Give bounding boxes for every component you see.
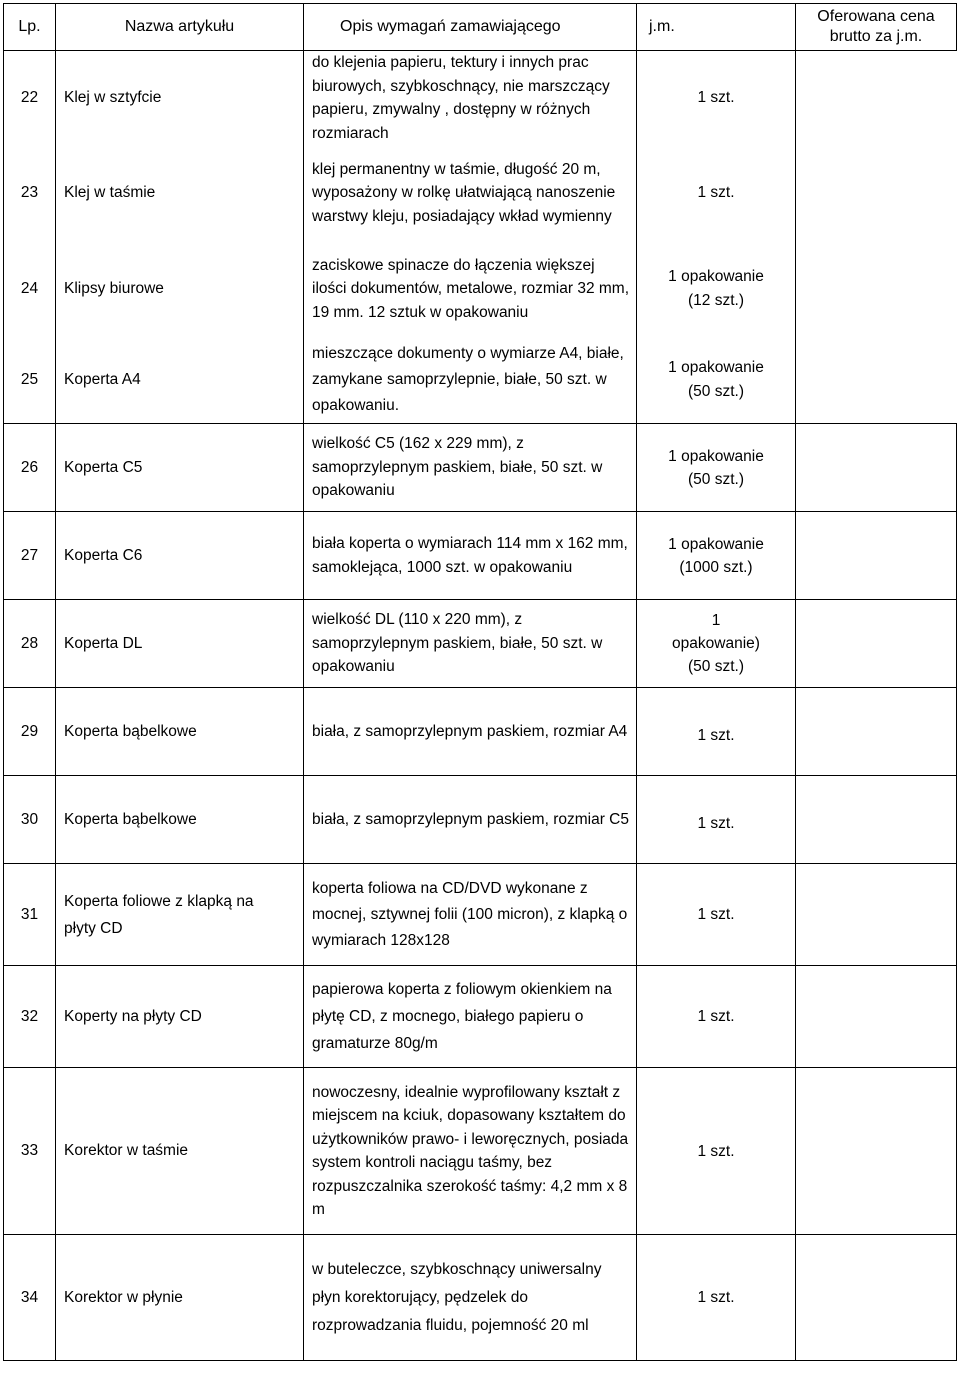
unit-cell: 1 szt. bbox=[637, 1235, 796, 1361]
price-cell bbox=[796, 688, 957, 776]
name-cell: Korektor w płynie bbox=[56, 1235, 304, 1361]
unit-cell: 1 szt. bbox=[697, 184, 735, 201]
lp-cell: 24 bbox=[20, 280, 39, 297]
table-row bbox=[4, 600, 957, 688]
table-row bbox=[4, 424, 957, 512]
price-cell bbox=[796, 600, 957, 688]
unit-cell: 1 opakowanie (12 szt.) bbox=[668, 268, 764, 309]
description-cell: papierowa koperta z foliowym okienkiem na płytę CD, z mocnego, białego papieru o gramaturze 80g/m bbox=[304, 966, 637, 1068]
name-cell: Klej w sztyfcie bbox=[64, 89, 162, 106]
lp-cell: 30 bbox=[4, 776, 56, 864]
lp-cell: 27 bbox=[4, 512, 56, 600]
description-cell: do klejenia papieru, tektury i innych prac biurowych, szybkoschnący, nie marszczący papieru, zmywalny , dostępny w różnych rozmiarach bbox=[312, 54, 610, 142]
description-cell: nowoczesny, idealnie wyprofilowany kształt z miejscem na kciuk, dopasowany kształtem do użytkowników prawo- i leworęcznych, posiada system kontroli naciągu taśmy, bez rozpuszczalnika szerokość taśmy: 4,2 mm x 8 m bbox=[304, 1068, 637, 1235]
name-cell: Koperty na płyty CD bbox=[56, 966, 304, 1068]
unit-cell: 1 opakowanie (50 szt.) bbox=[668, 359, 764, 400]
name-cell: Koperta A4 bbox=[64, 371, 141, 388]
lp-cell: 29 bbox=[4, 688, 56, 776]
unit-cell: 1 opakowanie (50 szt.) bbox=[637, 424, 796, 512]
desc-cell-group bbox=[304, 51, 637, 424]
unit-cell: 1 szt. bbox=[637, 776, 796, 864]
table-row bbox=[4, 966, 957, 1068]
header-row bbox=[4, 4, 957, 51]
price-cell bbox=[796, 424, 957, 512]
header-lp: Lp. bbox=[4, 4, 56, 51]
unit-cell: 1 szt. bbox=[637, 1068, 796, 1235]
table-row bbox=[4, 864, 957, 966]
description-cell: wielkość DL (110 x 220 mm), z samoprzylepnym paskiem, białe, 50 szt. w opakowaniu bbox=[304, 600, 637, 688]
lp-cell: 25 bbox=[20, 371, 39, 388]
header-unit: j.m. bbox=[637, 4, 796, 51]
table-row bbox=[4, 688, 957, 776]
name-cell: Klipsy biurowe bbox=[64, 280, 164, 297]
unit-cell: 1 szt. bbox=[637, 966, 796, 1068]
description-cell: koperta foliowa na CD/DVD wykonane z mocnej, sztywnej folii (100 micron), z klapką o wymiarach 128x128 bbox=[304, 864, 637, 966]
price-cell bbox=[796, 1068, 957, 1235]
price-cell bbox=[796, 776, 957, 864]
description-cell: klej permanentny w taśmie, długość 20 m, wyposażony w rolkę ułatwiającą nanoszenie warstwy kleju, posiadający wkład wymienny bbox=[312, 160, 616, 225]
name-cell: Koperta bąbelkowe bbox=[56, 688, 304, 776]
unit-cell: 1 szt. bbox=[637, 864, 796, 966]
description-cell: biała koperta o wymiarach 114 mm x 162 mm, samoklejąca, 1000 szt. w opakowaniu bbox=[304, 512, 637, 600]
lp-cell: 23 bbox=[20, 184, 39, 201]
name-cell: Korektor w taśmie bbox=[56, 1068, 304, 1235]
lp-cell: 26 bbox=[4, 424, 56, 512]
header-name: Nazwa artykułu bbox=[56, 4, 304, 51]
description-cell: wielkość C5 (162 x 229 mm), z samoprzylepnym paskiem, białe, 50 szt. w opakowaniu bbox=[304, 424, 637, 512]
table-row bbox=[4, 512, 957, 600]
description-cell: w buteleczce, szybkoschnący uniwersalny płyn korektorujący, pędzelek do rozprowadzania fluidu, pojemność 20 ml bbox=[304, 1235, 637, 1361]
lp-cell: 31 bbox=[4, 864, 56, 966]
name-cell: Koperta foliowe z klapką na płyty CD bbox=[56, 864, 304, 966]
price-cell bbox=[796, 1235, 957, 1361]
lp-cell: 22 bbox=[20, 89, 39, 106]
table-row bbox=[4, 51, 957, 424]
name-cell: Koperta DL bbox=[56, 600, 304, 688]
description-cell: zaciskowe spinacze do łączenia większej ilości dokumentów, metalowe, rozmiar 32 mm, 19 mm. 12 sztuk w opakowaniu bbox=[312, 256, 630, 321]
unit-cell-group bbox=[637, 51, 796, 424]
table-row bbox=[4, 776, 957, 864]
lp-cell-group bbox=[4, 51, 56, 424]
product-table bbox=[3, 3, 957, 1361]
table-row bbox=[4, 1235, 957, 1361]
description-cell: biała, z samoprzylepnym paskiem, rozmiar C5 bbox=[304, 776, 637, 864]
name-cell-group bbox=[56, 51, 304, 424]
price-cell bbox=[796, 966, 957, 1068]
price-cell bbox=[796, 512, 957, 600]
table-row bbox=[4, 1068, 957, 1235]
unit-cell: 1 opakowanie) (50 szt.) bbox=[637, 600, 796, 688]
lp-cell: 34 bbox=[4, 1235, 56, 1361]
price-cell bbox=[796, 864, 957, 966]
name-cell: Klej w taśmie bbox=[64, 184, 156, 201]
lp-cell: 32 bbox=[4, 966, 56, 1068]
unit-cell: 1 szt. bbox=[697, 89, 735, 106]
unit-cell: 1 opakowanie (1000 szt.) bbox=[637, 512, 796, 600]
lp-cell: 28 bbox=[4, 600, 56, 688]
description-cell: mieszczące dokumenty o wymiarze A4, białe, zamykane samoprzylepnie, białe, 50 szt. w opakowaniu. bbox=[312, 345, 624, 414]
description-cell: biała, z samoprzylepnym paskiem, rozmiar A4 bbox=[304, 688, 637, 776]
header-price: Oferowana cena brutto za j.m. bbox=[796, 4, 957, 51]
header-description: Opis wymagań zamawiającego bbox=[304, 4, 637, 51]
name-cell: Koperta C6 bbox=[56, 512, 304, 600]
unit-cell: 1 szt. bbox=[637, 688, 796, 776]
name-cell: Koperta bąbelkowe bbox=[56, 776, 304, 864]
lp-cell: 33 bbox=[4, 1068, 56, 1235]
name-cell: Koperta C5 bbox=[56, 424, 304, 512]
